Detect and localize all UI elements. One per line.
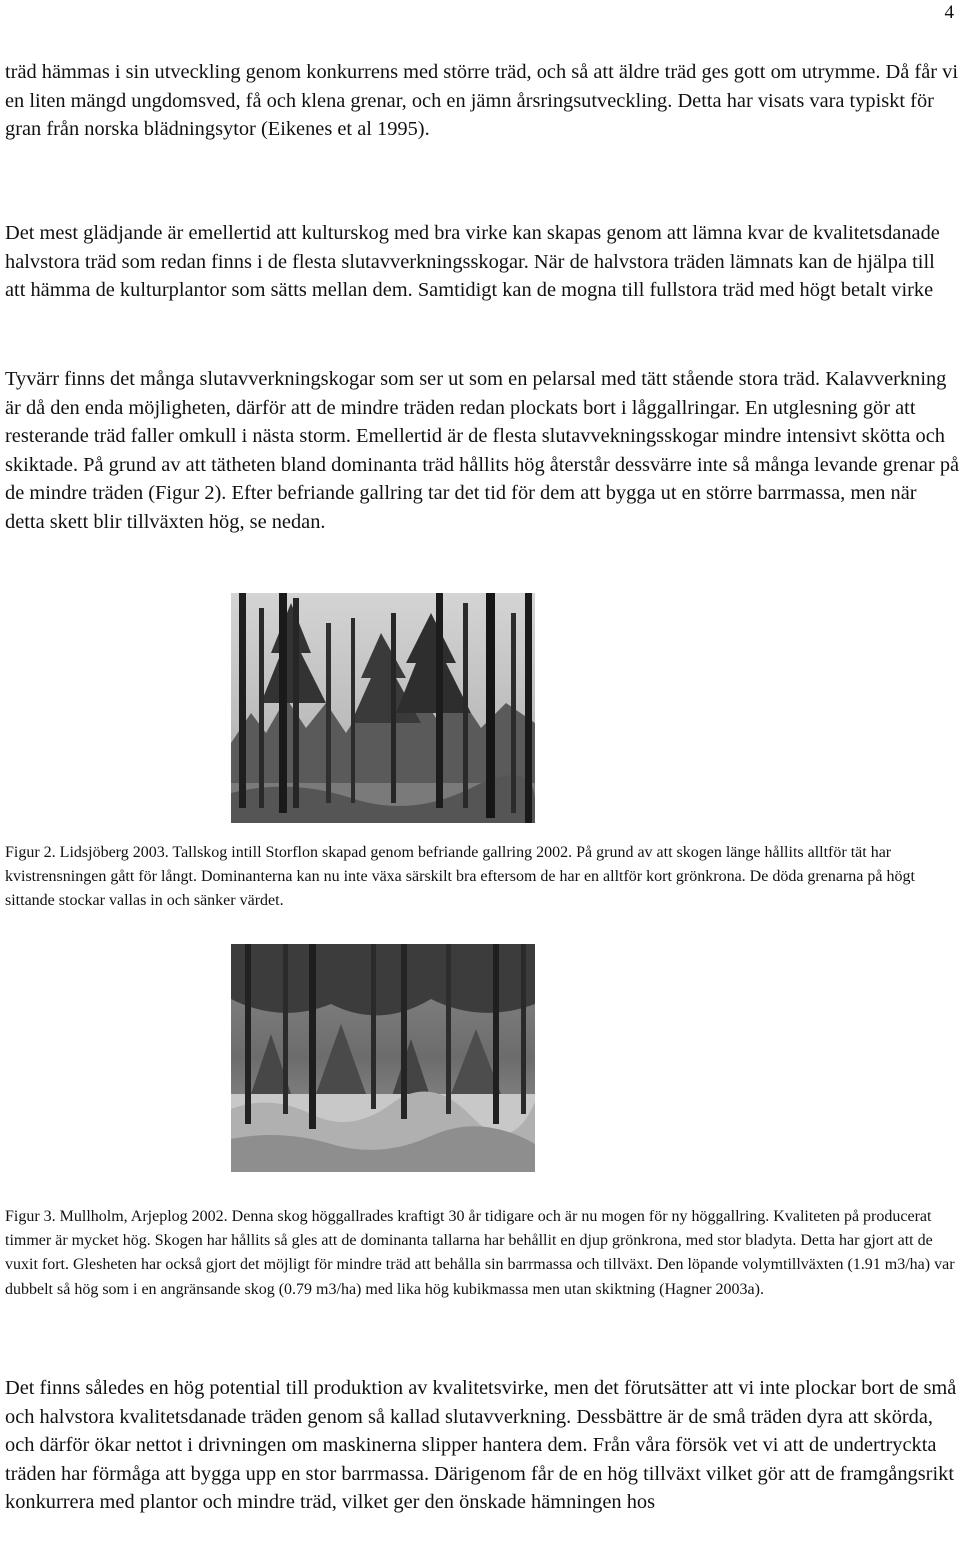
paragraph-4: Det finns således en hög potential till produktion av kvalitetsvirke, men det förutsätter att vi inte plockar bort de små och halvstora kvalitetsdanade träden genom så kallad slutavverkning. Dessbättre är de små träden dyra att skörda, och därför ökar nettot i drivningen om maskinerna slipper hantera dem. Från våra försök vet vi att de undertryckta träden har förmåga att bygga upp en stor barrmassa. Därigenom får de en hög tillväxt vilket gör att de framgångsrikt konkurrera med plantor och mindre träd, vilket ger den önskade hämningen hos (5, 1377, 957, 1514)
figure-3-caption: Figur 3. Mullholm, Arjeplog 2002. Denna skog höggallrades kraftigt 30 år tidigare och är nu mogen för ny höggallring. Kvaliteten på producerat timmer är mycket hög. Skogen har hållits så gles att de dominanta tallarna har behållit en djup grönkrona, med stor bladyta. Detta har gjort att de vuxit fort. Glesheten har också gjort det möjligt för mindre träd att behålla sin barrmassa och tillväxt. Den löpande volymtillväxten (1.91 m3/ha) var dubbelt så hög som i en angränsande skog (0.79 m3/ha) med lika hög kubikmassa men utan skiktning (Hagner 2003a). (5, 1208, 955, 1298)
paragraph-3: Tyvärr finns det många slutavverkningskogar som ser ut som en pelarsal med tätt stående stora träd. Kalavverkning är då den enda möjligheten, därför att de mindre träden redan plockats bort i låggallringar. En utglesning gör att resterande träd faller omkull i nästa storm. Emellertid är de flesta slutavvekningsskogar mindre intensivt skötta och skiktade. På grund av att tätheten bland dominanta träd hållits hög återstår dessvärre inte så många levande grenar på de mindre träden (Figur 2). Efter befriande gallring tar det tid för dem att bygga ut en större barrmassa, men när detta skett blir tillväxten hög, se nedan. (5, 368, 960, 533)
paragraph-1: träd hämmas i sin utveckling genom konkurrens med större träd, och så att äldre träd ges gott om utrymme. Då får vi en liten mängd ungdomsved, få och klena grenar, och en jämn årsringsutveckling. Detta har visats vara typiskt för gran från norska blädningsytor (Eikenes et al 1995). (5, 61, 959, 141)
figure-2-photo (231, 593, 535, 823)
figure-2-caption: Figur 2. Lidsjöberg 2003. Tallskog intill Storflon skapad genom befriande gallring 2002. På grund av att skogen länge hållits alltför tät har kvistrensningen gått för långt. Dominanterna kan nu inte växa särskilt bra eftersom de har en alltför kort grönkrona. De döda grenarna på högt sittande stockar vallas in och sänker värdet. (5, 844, 915, 910)
figure-3-photo (231, 944, 535, 1172)
paragraph-2: Det mest glädjande är emellertid att kulturskog med bra virke kan skapas genom att lämna kvar de kvalitetsdanade halvstora träd som redan finns i de flesta slutavverkningsskogar. När de halvstora träden lämnats kan de hjälpa till att hämma de kulturplantor som sätts mellan dem. Samtidigt kan de mogna till fullstora träd med högt betalt virke (5, 222, 940, 302)
page-number: 4 (944, 2, 954, 23)
